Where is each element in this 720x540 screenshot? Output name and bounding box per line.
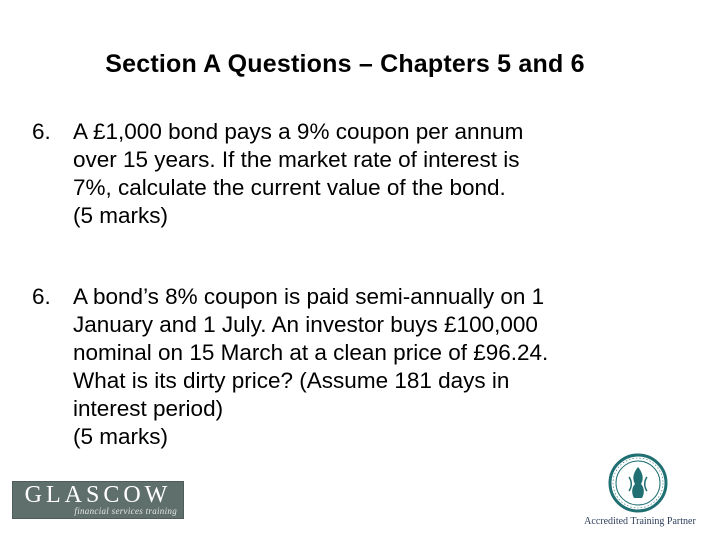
question-line: A bond’s 8% coupon is paid semi-annually on 1	[73, 284, 545, 309]
logo-wordmark: GLASCOW	[24, 482, 172, 508]
question-text	[73, 283, 672, 451]
question-number: 6.	[32, 119, 51, 144]
question-line: A £1,000 bond pays a 9% coupon per annum	[73, 119, 524, 144]
marks-label: (5 marks)	[73, 424, 168, 449]
accreditation-seal-icon	[608, 453, 668, 513]
accredited-partner-label: Accredited Training Partner	[584, 516, 696, 527]
question-block	[32, 118, 672, 230]
slide-title: Section A Questions – Chapters 5 and 6	[105, 50, 585, 78]
logo-tagline: financial services training	[74, 506, 177, 516]
question-text	[73, 118, 672, 230]
question-line: January and 1 July. An investor buys £100,000	[73, 312, 538, 337]
question-block	[32, 283, 672, 451]
question-line: nominal on 15 March at a clean price of £96.24.	[73, 340, 549, 365]
question-line: 7%, calculate the current value of the bond.	[73, 175, 506, 200]
question-line: over 15 years. If the market rate of interest is	[73, 147, 520, 172]
question-number: 6.	[32, 284, 51, 309]
glascow-logo	[12, 481, 184, 519]
question-line: What is its dirty price? (Assume 181 days in	[73, 368, 510, 393]
marks-label: (5 marks)	[73, 203, 168, 228]
question-line: interest period)	[73, 396, 224, 421]
